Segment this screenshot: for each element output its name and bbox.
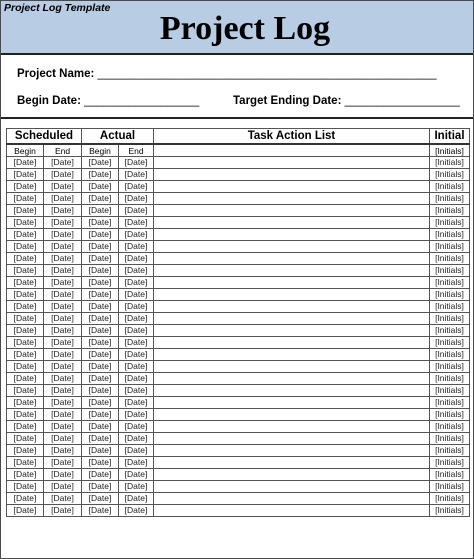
actual-begin-cell[interactable]: [Date] <box>82 445 119 457</box>
actual-end-cell[interactable]: [Date] <box>119 421 154 433</box>
scheduled-begin-subheader: Begin <box>7 144 44 157</box>
scheduled-begin-cell[interactable]: [Date] <box>7 397 44 409</box>
task-action-cell[interactable] <box>154 265 430 277</box>
task-action-cell[interactable] <box>154 349 430 361</box>
scheduled-begin-cell[interactable]: [Date] <box>7 157 44 169</box>
actual-end-cell[interactable]: [Date] <box>119 325 154 337</box>
initials-cell[interactable]: [Initials] <box>430 433 470 445</box>
scheduled-end-cell[interactable]: [Date] <box>44 229 82 241</box>
actual-end-cell[interactable]: [Date] <box>119 313 154 325</box>
actual-end-cell[interactable]: [Date] <box>119 193 154 205</box>
actual-begin-cell[interactable]: [Date] <box>82 241 119 253</box>
initials-cell[interactable]: [Initials] <box>430 157 470 169</box>
template-label: Project Log Template <box>4 2 111 14</box>
task-action-cell[interactable] <box>154 205 430 217</box>
task-action-cell[interactable] <box>154 325 430 337</box>
table-row <box>7 169 470 181</box>
initials-cell[interactable]: [Initials] <box>430 373 470 385</box>
task-action-list-header: Task Action List <box>154 129 430 145</box>
table-row <box>7 181 470 193</box>
scheduled-end-cell[interactable]: [Date] <box>44 241 82 253</box>
scheduled-end-cell[interactable]: [Date] <box>44 193 82 205</box>
actual-begin-cell[interactable]: [Date] <box>82 229 119 241</box>
scheduled-begin-cell[interactable]: [Date] <box>7 229 44 241</box>
task-action-cell[interactable] <box>154 493 430 505</box>
initials-cell[interactable]: [Initials] <box>430 229 470 241</box>
actual-end-cell[interactable]: [Date] <box>119 289 154 301</box>
task-action-cell[interactable] <box>154 229 430 241</box>
actual-begin-cell[interactable]: [Date] <box>82 325 119 337</box>
task-action-cell[interactable] <box>154 409 430 421</box>
task-action-cell[interactable] <box>154 505 430 517</box>
table-row <box>7 361 470 373</box>
begin-date-row <box>17 95 199 107</box>
scheduled-end-cell[interactable]: [Date] <box>44 253 82 265</box>
scheduled-end-cell[interactable]: [Date] <box>44 373 82 385</box>
scheduled-end-cell[interactable]: [Date] <box>44 337 82 349</box>
initials-cell[interactable]: [Initials] <box>430 193 470 205</box>
task-action-cell[interactable] <box>154 361 430 373</box>
scheduled-end-cell[interactable]: [Date] <box>44 493 82 505</box>
scheduled-begin-cell[interactable]: [Date] <box>7 325 44 337</box>
target-end-date-label: Target Ending Date: <box>233 95 342 107</box>
scheduled-end-cell[interactable]: [Date] <box>44 157 82 169</box>
scheduled-end-cell[interactable]: [Date] <box>44 457 82 469</box>
scheduled-end-cell[interactable]: [Date] <box>44 445 82 457</box>
actual-begin-cell[interactable]: [Date] <box>82 313 119 325</box>
actual-begin-cell[interactable]: [Date] <box>82 457 119 469</box>
actual-begin-subheader: Begin <box>82 144 119 157</box>
initials-cell[interactable]: [Initials] <box>430 313 470 325</box>
scheduled-begin-cell[interactable]: [Date] <box>7 193 44 205</box>
actual-begin-cell[interactable]: [Date] <box>82 433 119 445</box>
scheduled-end-subheader: End <box>44 144 82 157</box>
begin-date-field[interactable]: __________________ <box>84 95 200 107</box>
actual-begin-cell[interactable]: [Date] <box>82 469 119 481</box>
task-action-cell[interactable] <box>154 421 430 433</box>
scheduled-end-cell[interactable]: [Date] <box>44 217 82 229</box>
actual-end-cell[interactable]: [Date] <box>119 505 154 517</box>
actual-end-cell[interactable]: [Date] <box>119 229 154 241</box>
actual-end-subheader: End <box>119 144 154 157</box>
table-row <box>7 445 470 457</box>
task-action-cell[interactable] <box>154 289 430 301</box>
scheduled-end-cell[interactable]: [Date] <box>44 289 82 301</box>
target-end-date-field[interactable]: __________________ <box>344 95 460 107</box>
scheduled-begin-cell[interactable]: [Date] <box>7 205 44 217</box>
scheduled-begin-cell[interactable]: [Date] <box>7 385 44 397</box>
task-subheader <box>154 144 430 157</box>
scheduled-begin-cell[interactable]: [Date] <box>7 493 44 505</box>
actual-end-cell[interactable]: [Date] <box>119 493 154 505</box>
actual-begin-cell[interactable]: [Date] <box>82 181 119 193</box>
task-action-cell[interactable] <box>154 469 430 481</box>
table-row <box>7 289 470 301</box>
actual-end-cell[interactable]: [Date] <box>119 373 154 385</box>
scheduled-begin-cell[interactable]: [Date] <box>7 361 44 373</box>
actual-end-cell[interactable]: [Date] <box>119 409 154 421</box>
actual-end-cell[interactable]: [Date] <box>119 481 154 493</box>
table-row <box>7 157 470 169</box>
task-action-cell[interactable] <box>154 397 430 409</box>
task-action-cell[interactable] <box>154 445 430 457</box>
table-row <box>7 409 470 421</box>
table-row <box>7 337 470 349</box>
scheduled-begin-cell[interactable]: [Date] <box>7 469 44 481</box>
initials-cell[interactable]: [Initials] <box>430 241 470 253</box>
actual-end-cell[interactable]: [Date] <box>119 397 154 409</box>
table-row <box>7 385 470 397</box>
project-name-row <box>17 68 437 80</box>
task-action-cell[interactable] <box>154 301 430 313</box>
table-row <box>7 301 470 313</box>
scheduled-end-cell[interactable]: [Date] <box>44 469 82 481</box>
scheduled-end-cell[interactable]: [Date] <box>44 169 82 181</box>
scheduled-begin-cell[interactable]: [Date] <box>7 505 44 517</box>
initials-cell[interactable]: [Initials] <box>430 421 470 433</box>
initials-cell[interactable]: [Initials] <box>430 337 470 349</box>
initials-cell[interactable]: [Initials] <box>430 265 470 277</box>
task-action-cell[interactable] <box>154 169 430 181</box>
task-action-cell[interactable] <box>154 241 430 253</box>
task-action-cell[interactable] <box>154 181 430 193</box>
initials-cell[interactable]: [Initials] <box>430 505 470 517</box>
initials-cell[interactable]: [Initials] <box>430 397 470 409</box>
scheduled-end-cell[interactable]: [Date] <box>44 277 82 289</box>
scheduled-begin-cell[interactable]: [Date] <box>7 265 44 277</box>
scheduled-begin-cell[interactable]: [Date] <box>7 481 44 493</box>
scheduled-begin-cell[interactable]: [Date] <box>7 457 44 469</box>
scheduled-begin-cell[interactable]: [Date] <box>7 241 44 253</box>
actual-end-cell[interactable]: [Date] <box>119 349 154 361</box>
actual-begin-cell[interactable]: [Date] <box>82 169 119 181</box>
initials-cell[interactable]: [Initials] <box>430 349 470 361</box>
scheduled-end-cell[interactable]: [Date] <box>44 433 82 445</box>
table-row <box>7 229 470 241</box>
table-row <box>7 349 470 361</box>
project-info-block <box>1 57 473 119</box>
log-table-body <box>7 157 470 517</box>
title-band <box>1 1 473 55</box>
table-row <box>7 373 470 385</box>
task-action-cell[interactable] <box>154 157 430 169</box>
initials-cell[interactable]: [Initials] <box>430 493 470 505</box>
initials-cell[interactable]: [Initials] <box>430 217 470 229</box>
begin-date-label: Begin Date: <box>17 95 81 107</box>
actual-end-cell[interactable]: [Date] <box>119 253 154 265</box>
scheduled-begin-cell[interactable]: [Date] <box>7 301 44 313</box>
initials-cell[interactable]: [Initials] <box>430 289 470 301</box>
table-row <box>7 493 470 505</box>
initials-cell[interactable]: [Initials] <box>430 385 470 397</box>
table-row <box>7 277 470 289</box>
actual-begin-cell[interactable]: [Date] <box>82 277 119 289</box>
initials-cell[interactable]: [Initials] <box>430 325 470 337</box>
scheduled-begin-cell[interactable]: [Date] <box>7 421 44 433</box>
table-row <box>7 469 470 481</box>
scheduled-begin-cell[interactable]: [Date] <box>7 217 44 229</box>
task-action-cell[interactable] <box>154 217 430 229</box>
task-action-cell[interactable] <box>154 193 430 205</box>
task-action-cell[interactable] <box>154 433 430 445</box>
scheduled-begin-cell[interactable]: [Date] <box>7 277 44 289</box>
table-subheader-row <box>7 144 470 157</box>
table-row <box>7 205 470 217</box>
actual-begin-cell[interactable]: [Date] <box>82 385 119 397</box>
actual-end-cell[interactable]: [Date] <box>119 241 154 253</box>
actual-begin-cell[interactable]: [Date] <box>82 361 119 373</box>
actual-begin-cell[interactable]: [Date] <box>82 217 119 229</box>
actual-begin-cell[interactable]: [Date] <box>82 493 119 505</box>
actual-begin-cell[interactable]: [Date] <box>82 421 119 433</box>
actual-end-cell[interactable]: [Date] <box>119 301 154 313</box>
actual-begin-cell[interactable]: [Date] <box>82 205 119 217</box>
initials-cell[interactable]: [Initials] <box>430 457 470 469</box>
scheduled-begin-cell[interactable]: [Date] <box>7 373 44 385</box>
table-row <box>7 325 470 337</box>
actual-begin-cell[interactable]: [Date] <box>82 397 119 409</box>
actual-end-cell[interactable]: [Date] <box>119 169 154 181</box>
actual-end-cell[interactable]: [Date] <box>119 217 154 229</box>
table-row <box>7 253 470 265</box>
initials-cell[interactable]: [Initials] <box>430 469 470 481</box>
task-action-cell[interactable] <box>154 253 430 265</box>
table-row <box>7 505 470 517</box>
scheduled-end-cell[interactable]: [Date] <box>44 313 82 325</box>
scheduled-end-cell[interactable]: [Date] <box>44 301 82 313</box>
initial-header: Initial <box>430 129 470 145</box>
scheduled-end-cell[interactable]: [Date] <box>44 409 82 421</box>
actual-begin-cell[interactable]: [Date] <box>82 337 119 349</box>
project-name-field[interactable]: _____________________________________________________ <box>97 68 437 80</box>
actual-begin-cell[interactable]: [Date] <box>82 157 119 169</box>
scheduled-end-cell[interactable]: [Date] <box>44 181 82 193</box>
page-title: Project Log <box>159 10 331 47</box>
task-action-cell[interactable] <box>154 457 430 469</box>
table-row <box>7 481 470 493</box>
target-end-date-row <box>233 95 460 107</box>
scheduled-end-cell[interactable]: [Date] <box>44 421 82 433</box>
table-row <box>7 217 470 229</box>
table-row <box>7 433 470 445</box>
scheduled-begin-cell[interactable]: [Date] <box>7 337 44 349</box>
task-action-cell[interactable] <box>154 337 430 349</box>
actual-begin-cell[interactable]: [Date] <box>82 481 119 493</box>
actual-begin-cell[interactable]: [Date] <box>82 253 119 265</box>
task-action-cell[interactable] <box>154 373 430 385</box>
actual-end-cell[interactable]: [Date] <box>119 265 154 277</box>
table-row <box>7 457 470 469</box>
table-row <box>7 193 470 205</box>
scheduled-begin-cell[interactable]: [Date] <box>7 253 44 265</box>
table-row <box>7 397 470 409</box>
scheduled-header: Scheduled <box>7 129 82 145</box>
scheduled-end-cell[interactable]: [Date] <box>44 325 82 337</box>
table-group-header-row <box>7 129 470 145</box>
scheduled-begin-cell[interactable]: [Date] <box>7 349 44 361</box>
actual-begin-cell[interactable]: [Date] <box>82 301 119 313</box>
scheduled-end-cell[interactable]: [Date] <box>44 361 82 373</box>
table-row <box>7 241 470 253</box>
scheduled-end-cell[interactable]: [Date] <box>44 385 82 397</box>
scheduled-end-cell[interactable]: [Date] <box>44 205 82 217</box>
initials-cell[interactable]: [Initials] <box>430 169 470 181</box>
actual-end-cell[interactable]: [Date] <box>119 385 154 397</box>
actual-header: Actual <box>82 129 154 145</box>
scheduled-begin-cell[interactable]: [Date] <box>7 313 44 325</box>
scheduled-end-cell[interactable]: [Date] <box>44 481 82 493</box>
table-row <box>7 313 470 325</box>
scheduled-begin-cell[interactable]: [Date] <box>7 409 44 421</box>
task-action-cell[interactable] <box>154 277 430 289</box>
actual-end-cell[interactable]: [Date] <box>119 337 154 349</box>
actual-end-cell[interactable]: [Date] <box>119 433 154 445</box>
initials-cell[interactable]: [Initials] <box>430 205 470 217</box>
project-name-label: Project Name: <box>17 68 95 80</box>
scheduled-begin-cell[interactable]: [Date] <box>7 433 44 445</box>
initials-cell[interactable]: [Initials] <box>430 301 470 313</box>
project-log-table <box>6 128 470 517</box>
scheduled-begin-cell[interactable]: [Date] <box>7 181 44 193</box>
actual-end-cell[interactable]: [Date] <box>119 205 154 217</box>
initials-cell[interactable]: [Initials] <box>430 253 470 265</box>
actual-end-cell[interactable]: [Date] <box>119 457 154 469</box>
scheduled-end-cell[interactable]: [Date] <box>44 505 82 517</box>
scheduled-end-cell[interactable]: [Date] <box>44 397 82 409</box>
task-action-cell[interactable] <box>154 481 430 493</box>
initials-cell[interactable]: [Initials] <box>430 409 470 421</box>
initials-cell[interactable]: [Initials] <box>430 181 470 193</box>
actual-end-cell[interactable]: [Date] <box>119 277 154 289</box>
actual-begin-cell[interactable]: [Date] <box>82 193 119 205</box>
scheduled-end-cell[interactable]: [Date] <box>44 265 82 277</box>
table-row <box>7 265 470 277</box>
actual-begin-cell[interactable]: [Date] <box>82 349 119 361</box>
scheduled-end-cell[interactable]: [Date] <box>44 349 82 361</box>
actual-begin-cell[interactable]: [Date] <box>82 505 119 517</box>
actual-begin-cell[interactable]: [Date] <box>82 373 119 385</box>
actual-begin-cell[interactable]: [Date] <box>82 409 119 421</box>
initials-cell[interactable]: [Initials] <box>430 277 470 289</box>
task-action-cell[interactable] <box>154 313 430 325</box>
scheduled-begin-cell[interactable]: [Date] <box>7 169 44 181</box>
task-action-cell[interactable] <box>154 385 430 397</box>
initials-cell[interactable]: [Initials] <box>430 481 470 493</box>
actual-end-cell[interactable]: [Date] <box>119 469 154 481</box>
initials-cell[interactable]: [Initials] <box>430 445 470 457</box>
actual-end-cell[interactable]: [Date] <box>119 445 154 457</box>
initials-cell[interactable]: [Initials] <box>430 361 470 373</box>
actual-end-cell[interactable]: [Date] <box>119 157 154 169</box>
scheduled-begin-cell[interactable]: [Date] <box>7 289 44 301</box>
actual-begin-cell[interactable]: [Date] <box>82 289 119 301</box>
table-row <box>7 421 470 433</box>
actual-end-cell[interactable]: [Date] <box>119 361 154 373</box>
actual-begin-cell[interactable]: [Date] <box>82 265 119 277</box>
initial-subheader: [Initials] <box>430 144 470 157</box>
scheduled-begin-cell[interactable]: [Date] <box>7 445 44 457</box>
actual-end-cell[interactable]: [Date] <box>119 181 154 193</box>
